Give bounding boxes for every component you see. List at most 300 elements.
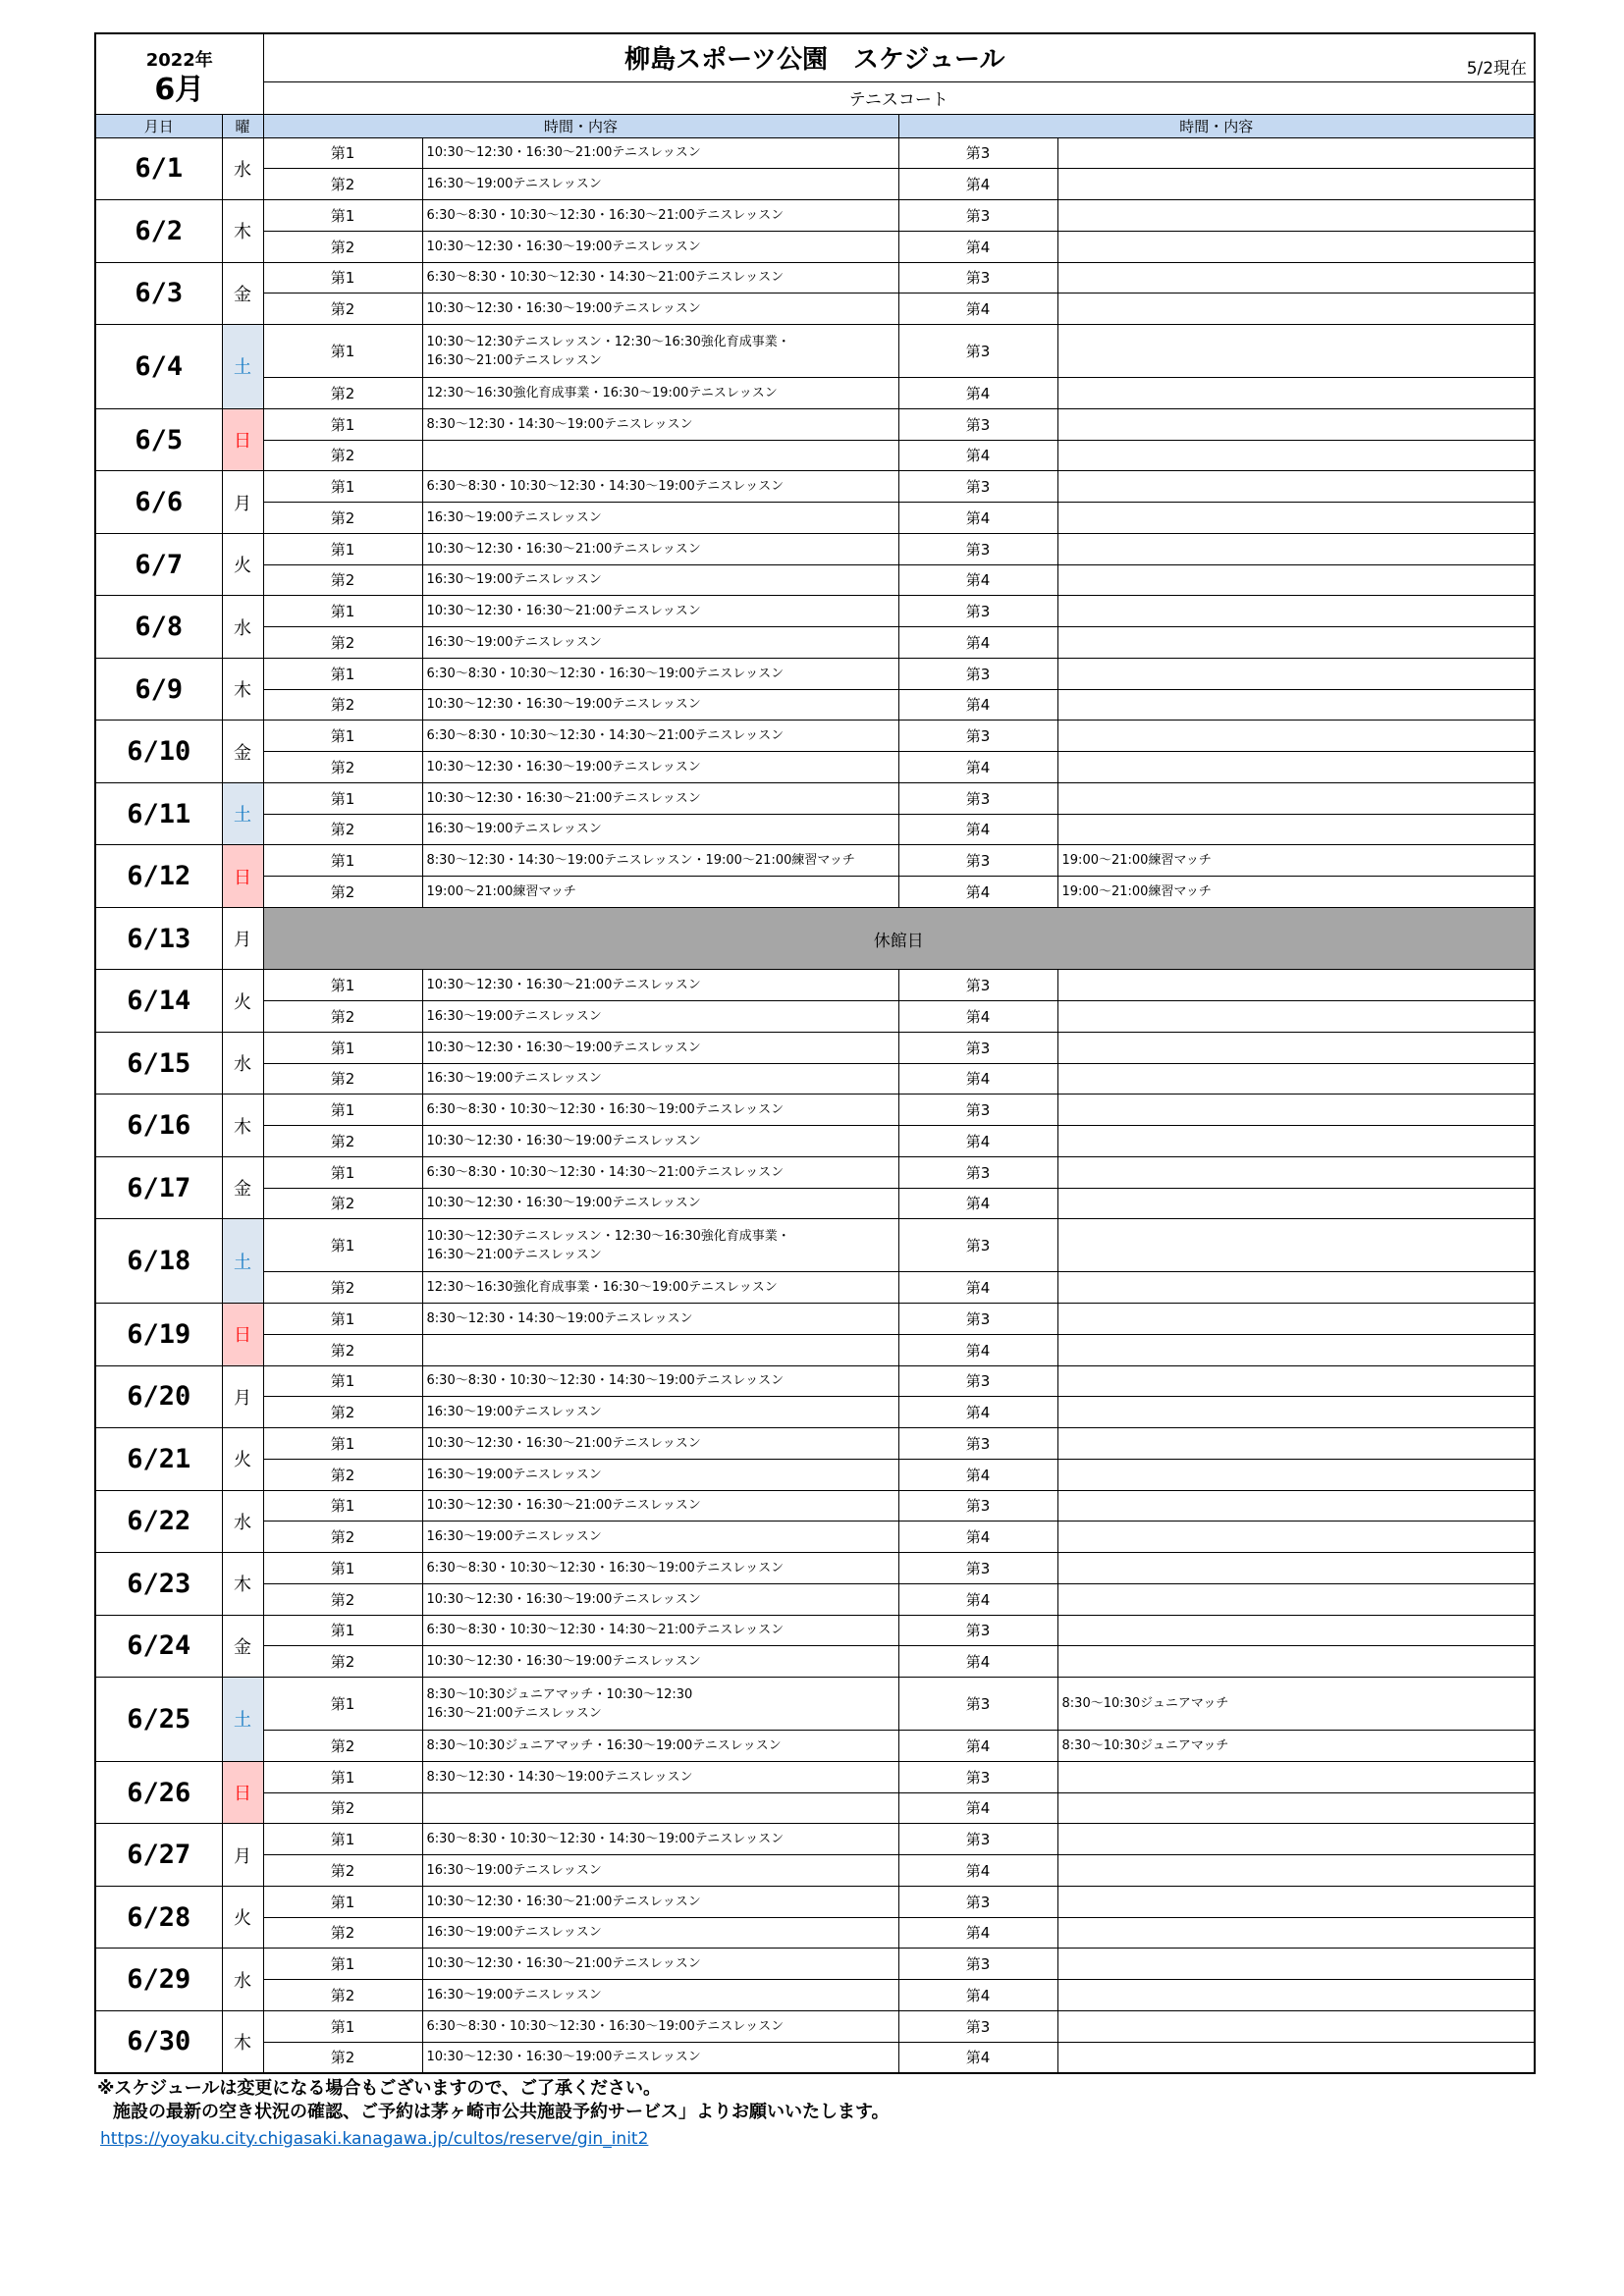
court-4-label: 第4: [898, 1792, 1057, 1824]
court-4-schedule: [1057, 814, 1535, 845]
court-1-schedule: 6:30〜8:30・10:30〜12:30・14:30〜19:00テニスレッスン: [422, 1824, 898, 1855]
day-row-second: [95, 1397, 1535, 1428]
court-4-label: 第4: [898, 294, 1057, 325]
court-4-label: 第4: [898, 1334, 1057, 1365]
court-1-schedule: 10:30〜12:30・16:30〜21:00テニスレッスン: [422, 533, 898, 564]
court-3-schedule: [1057, 721, 1535, 752]
day-row-second: [95, 2042, 1535, 2073]
date-cell: 6/6: [95, 471, 222, 534]
court-3-schedule: [1057, 1490, 1535, 1522]
date-cell: 6/12: [95, 845, 222, 908]
day-row-second: [95, 627, 1535, 659]
month-label: 6月: [154, 73, 205, 108]
court-2-label: 第2: [263, 169, 422, 200]
court-3-label: 第3: [898, 137, 1057, 169]
court-2-schedule: 10:30〜12:30・16:30〜19:00テニスレッスン: [422, 1646, 898, 1678]
date-cell: 6/23: [95, 1553, 222, 1616]
title-cell: [263, 33, 1535, 81]
day-row: [95, 1615, 1535, 1646]
weekday-cell: 水: [222, 596, 263, 659]
date-cell: 6/15: [95, 1032, 222, 1095]
court-3-label: 第3: [898, 782, 1057, 814]
court-3-schedule: [1057, 1428, 1535, 1460]
day-row: [95, 1032, 1535, 1063]
day-row-second: [95, 294, 1535, 325]
court-3-label: 第3: [898, 596, 1057, 627]
date-cell: 6/20: [95, 1365, 222, 1428]
year-label: 2022年: [145, 50, 213, 72]
court-4-label: 第4: [898, 231, 1057, 262]
date-cell: 6/30: [95, 2010, 222, 2073]
court-3-label: 第3: [898, 1428, 1057, 1460]
court-1-label: 第1: [263, 1219, 422, 1272]
day-row-second: [95, 1126, 1535, 1157]
court-4-label: 第4: [898, 627, 1057, 659]
court-3-schedule: [1057, 1095, 1535, 1126]
court-3-label: 第3: [898, 1949, 1057, 1980]
day-row-second: [95, 169, 1535, 200]
court-4-label: 第4: [898, 752, 1057, 783]
day-row: [95, 1761, 1535, 1792]
court-2-schedule: 10:30〜12:30・16:30〜19:00テニスレッスン: [422, 689, 898, 721]
court-2-schedule: 16:30〜19:00テニスレッスン: [422, 814, 898, 845]
date-cell: 6/17: [95, 1156, 222, 1219]
court-2-label: 第2: [263, 1188, 422, 1219]
court-2-label: 第2: [263, 1001, 422, 1033]
court-3-label: 第3: [898, 1824, 1057, 1855]
court-2-label: 第2: [263, 2042, 422, 2073]
date-cell: 6/21: [95, 1428, 222, 1491]
court-4-schedule: [1057, 2042, 1535, 2073]
day-row-second: [95, 1188, 1535, 1219]
court-2-schedule: 16:30〜19:00テニスレッスン: [422, 1063, 898, 1095]
court-3-schedule: [1057, 1156, 1535, 1188]
court-4-schedule: [1057, 627, 1535, 659]
court-3-label: 第3: [898, 2010, 1057, 2042]
weekday-cell: 火: [222, 1886, 263, 1949]
court-1-schedule: 6:30〜8:30・10:30〜12:30・16:30〜19:00テニスレッスン: [422, 2010, 898, 2042]
date-cell: 6/9: [95, 658, 222, 721]
court-3-schedule: [1057, 1949, 1535, 1980]
weekday-cell: 日: [222, 1304, 263, 1366]
court-2-label: 第2: [263, 1063, 422, 1095]
day-row-second: [95, 1522, 1535, 1553]
court-4-schedule: [1057, 564, 1535, 596]
court-2-schedule: 16:30〜19:00テニスレッスン: [422, 503, 898, 534]
court-1-schedule: 6:30〜8:30・10:30〜12:30・16:30〜19:00テニスレッスン: [422, 1553, 898, 1584]
court-4-schedule: 8:30〜10:30ジュニアマッチ: [1057, 1731, 1535, 1762]
court-1-label: 第1: [263, 471, 422, 503]
court-3-schedule: [1057, 262, 1535, 294]
court-2-label: 第2: [263, 378, 422, 409]
court-1-label: 第1: [263, 1095, 422, 1126]
court-3-schedule: [1057, 2010, 1535, 2042]
court-4-schedule: [1057, 1272, 1535, 1304]
court-2-label: 第2: [263, 1126, 422, 1157]
facility-row: [95, 81, 1535, 114]
court-1-label: 第1: [263, 721, 422, 752]
court-4-schedule: [1057, 1917, 1535, 1949]
court-2-schedule: [422, 1334, 898, 1365]
date-cell: 6/8: [95, 596, 222, 659]
day-row-second: [95, 1646, 1535, 1678]
court-2-label: 第2: [263, 1731, 422, 1762]
court-1-label: 第1: [263, 1949, 422, 1980]
day-row: [95, 1304, 1535, 1335]
court-1-schedule: 6:30〜8:30・10:30〜12:30・14:30〜21:00テニスレッスン: [422, 1156, 898, 1188]
as-of-date: 5/2現在: [1466, 58, 1528, 79]
court-1-schedule: 10:30〜12:30・16:30〜21:00テニスレッスン: [422, 782, 898, 814]
date-cell: 6/13: [95, 907, 222, 970]
court-2-label: 第2: [263, 1334, 422, 1365]
date-cell: 6/19: [95, 1304, 222, 1366]
day-row-second: [95, 1001, 1535, 1033]
court-1-schedule: 8:30〜12:30・14:30〜19:00テニスレッスン: [422, 1304, 898, 1335]
court-3-label: 第3: [898, 1553, 1057, 1584]
court-2-label: 第2: [263, 627, 422, 659]
court-1-label: 第1: [263, 1428, 422, 1460]
schedule-change-note: ※スケジュールは変更になる場合もございますので、ご了承ください。: [97, 2077, 662, 2099]
weekday-cell: 水: [222, 137, 263, 200]
court-4-schedule: [1057, 1459, 1535, 1490]
court-4-schedule: [1057, 231, 1535, 262]
court-1-schedule: 10:30〜12:30・16:30〜21:00テニスレッスン: [422, 1490, 898, 1522]
court-4-label: 第4: [898, 1188, 1057, 1219]
weekday-cell: 水: [222, 1949, 263, 2011]
court-3-schedule: [1057, 1886, 1535, 1917]
date-cell: 6/28: [95, 1886, 222, 1949]
court-3-label: 第3: [898, 1304, 1057, 1335]
day-row: [95, 1678, 1535, 1731]
day-row: [95, 471, 1535, 503]
day-row: [95, 1365, 1535, 1397]
court-3-schedule: [1057, 1824, 1535, 1855]
day-row-second: [95, 564, 1535, 596]
court-3-label: 第3: [898, 1156, 1057, 1188]
court-2-schedule: 12:30〜16:30強化育成事業・16:30〜19:00テニスレッスン: [422, 1272, 898, 1304]
court-2-label: 第2: [263, 1792, 422, 1824]
weekday-cell: 火: [222, 970, 263, 1033]
day-row: [95, 1219, 1535, 1272]
day-row: [95, 262, 1535, 294]
court-4-schedule: [1057, 1855, 1535, 1887]
day-row: [95, 782, 1535, 814]
court-1-schedule: 10:30〜12:30・16:30〜21:00テニスレッスン: [422, 1949, 898, 1980]
court-1-schedule: 6:30〜8:30・10:30〜12:30・14:30〜21:00テニスレッスン: [422, 1615, 898, 1646]
court-1-label: 第1: [263, 782, 422, 814]
weekday-cell: 火: [222, 533, 263, 596]
court-4-label: 第4: [898, 1126, 1057, 1157]
court-4-label: 第4: [898, 1646, 1057, 1678]
court-1-label: 第1: [263, 325, 422, 378]
day-row: [95, 1886, 1535, 1917]
court-1-schedule: 6:30〜8:30・10:30〜12:30・14:30〜21:00テニスレッスン: [422, 262, 898, 294]
year-month-cell: [95, 33, 263, 114]
court-3-schedule: [1057, 1304, 1535, 1335]
court-4-schedule: [1057, 1792, 1535, 1824]
date-cell: 6/2: [95, 200, 222, 263]
day-row: [95, 325, 1535, 378]
schedule-body: [95, 137, 1535, 2073]
court-2-label: 第2: [263, 231, 422, 262]
court-4-schedule: [1057, 1063, 1535, 1095]
weekday-cell: 金: [222, 262, 263, 325]
court-3-schedule: [1057, 408, 1535, 440]
court-2-label: 第2: [263, 1646, 422, 1678]
column-header-content-left: 時間・内容: [263, 114, 898, 137]
day-row: [95, 1490, 1535, 1522]
court-3-schedule: [1057, 533, 1535, 564]
court-4-label: 第4: [898, 1063, 1057, 1095]
court-1-label: 第1: [263, 1824, 422, 1855]
date-cell: 6/14: [95, 970, 222, 1033]
day-row: [95, 970, 1535, 1001]
day-row-second: [95, 1980, 1535, 2011]
court-2-label: 第2: [263, 503, 422, 534]
court-2-label: 第2: [263, 689, 422, 721]
court-2-schedule: 16:30〜19:00テニスレッスン: [422, 627, 898, 659]
court-4-schedule: [1057, 1522, 1535, 1553]
day-row: [95, 1824, 1535, 1855]
court-4-label: 第4: [898, 1855, 1057, 1887]
court-2-schedule: 8:30〜10:30ジュニアマッチ・16:30〜19:00テニスレッスン: [422, 1731, 898, 1762]
court-4-schedule: [1057, 378, 1535, 409]
court-4-label: 第4: [898, 1397, 1057, 1428]
date-cell: 6/5: [95, 408, 222, 471]
court-3-schedule: [1057, 471, 1535, 503]
day-row-second: [95, 814, 1535, 845]
court-3-label: 第3: [898, 1886, 1057, 1917]
court-2-schedule: 16:30〜19:00テニスレッスン: [422, 1855, 898, 1887]
court-1-label: 第1: [263, 845, 422, 877]
day-row-second: [95, 689, 1535, 721]
weekday-cell: 木: [222, 658, 263, 721]
court-2-label: 第2: [263, 440, 422, 471]
court-2-schedule: 10:30〜12:30・16:30〜19:00テニスレッスン: [422, 1583, 898, 1615]
day-row: [95, 907, 1535, 970]
court-3-schedule: [1057, 137, 1535, 169]
court-1-label: 第1: [263, 408, 422, 440]
schedule-table: [94, 32, 1536, 2074]
court-1-label: 第1: [263, 200, 422, 232]
court-3-schedule: [1057, 1032, 1535, 1063]
court-4-schedule: [1057, 1646, 1535, 1678]
court-4-label: 第4: [898, 503, 1057, 534]
weekday-cell: 木: [222, 1095, 263, 1157]
court-2-schedule: [422, 440, 898, 471]
court-2-label: 第2: [263, 294, 422, 325]
footer: [94, 2077, 1534, 2150]
column-header-content-right: 時間・内容: [898, 114, 1535, 137]
court-2-label: 第2: [263, 1980, 422, 2011]
court-1-label: 第1: [263, 137, 422, 169]
court-4-label: 第4: [898, 1583, 1057, 1615]
court-2-label: 第2: [263, 1583, 422, 1615]
court-1-label: 第1: [263, 658, 422, 689]
court-3-schedule: [1057, 1365, 1535, 1397]
day-row-second: [95, 1731, 1535, 1762]
weekday-cell: 日: [222, 845, 263, 908]
day-row-second: [95, 503, 1535, 534]
court-1-label: 第1: [263, 2010, 422, 2042]
court-3-label: 第3: [898, 1219, 1057, 1272]
facility-name: テニスコート: [263, 81, 1535, 114]
day-row: [95, 137, 1535, 169]
court-4-label: 第4: [898, 1272, 1057, 1304]
day-row-second: [95, 1917, 1535, 1949]
day-row: [95, 658, 1535, 689]
title-row: [95, 33, 1535, 81]
court-2-schedule: 10:30〜12:30・16:30〜19:00テニスレッスン: [422, 294, 898, 325]
day-row-second: [95, 1792, 1535, 1824]
court-4-schedule: [1057, 752, 1535, 783]
court-2-label: 第2: [263, 752, 422, 783]
court-4-label: 第4: [898, 1522, 1057, 1553]
court-2-schedule: 16:30〜19:00テニスレッスン: [422, 1522, 898, 1553]
weekday-cell: 土: [222, 325, 263, 409]
court-3-schedule: [1057, 1219, 1535, 1272]
weekday-cell: 土: [222, 1219, 263, 1304]
court-2-schedule: 16:30〜19:00テニスレッスン: [422, 1917, 898, 1949]
court-4-schedule: [1057, 294, 1535, 325]
court-4-schedule: [1057, 1334, 1535, 1365]
day-row-second: [95, 1063, 1535, 1095]
date-cell: 6/1: [95, 137, 222, 200]
court-3-label: 第3: [898, 471, 1057, 503]
court-3-label: 第3: [898, 325, 1057, 378]
date-cell: 6/7: [95, 533, 222, 596]
court-3-label: 第3: [898, 1678, 1057, 1731]
court-2-schedule: [422, 1792, 898, 1824]
court-2-label: 第2: [263, 564, 422, 596]
court-4-label: 第4: [898, 2042, 1057, 2073]
day-row-second: [95, 440, 1535, 471]
day-row: [95, 408, 1535, 440]
column-header-row: [95, 114, 1535, 137]
day-row-second: [95, 877, 1535, 908]
day-row: [95, 1428, 1535, 1460]
date-cell: 6/29: [95, 1949, 222, 2011]
court-3-label: 第3: [898, 533, 1057, 564]
court-3-schedule: [1057, 596, 1535, 627]
date-cell: 6/11: [95, 782, 222, 845]
court-1-schedule: 10:30〜12:30・16:30〜21:00テニスレッスン: [422, 1428, 898, 1460]
day-row-second: [95, 1459, 1535, 1490]
court-1-schedule: 10:30〜12:30テニスレッスン・12:30〜16:30強化育成事業・ 16:30〜21:00テニスレッスン: [422, 1219, 898, 1272]
court-3-schedule: [1057, 970, 1535, 1001]
reservation-link[interactable]: https://yoyaku.city.chigasaki.kanagawa.jp/cultos/reserve/gin_init2: [100, 2128, 649, 2149]
court-4-label: 第4: [898, 689, 1057, 721]
court-1-schedule: 6:30〜8:30・10:30〜12:30・16:30〜21:00テニスレッスン: [422, 200, 898, 232]
court-4-label: 第4: [898, 1731, 1057, 1762]
court-2-label: 第2: [263, 1855, 422, 1887]
court-2-schedule: 10:30〜12:30・16:30〜19:00テニスレッスン: [422, 1188, 898, 1219]
court-3-label: 第3: [898, 721, 1057, 752]
court-2-schedule: 16:30〜19:00テニスレッスン: [422, 1001, 898, 1033]
weekday-cell: 土: [222, 1678, 263, 1762]
court-2-schedule: 16:30〜19:00テニスレッスン: [422, 564, 898, 596]
court-1-label: 第1: [263, 1886, 422, 1917]
court-4-schedule: [1057, 1126, 1535, 1157]
court-1-label: 第1: [263, 1365, 422, 1397]
weekday-cell: 水: [222, 1032, 263, 1095]
court-1-schedule: 6:30〜8:30・10:30〜12:30・14:30〜21:00テニスレッスン: [422, 721, 898, 752]
column-header-date: 月日: [95, 114, 222, 137]
court-3-schedule: [1057, 325, 1535, 378]
court-3-label: 第3: [898, 970, 1057, 1001]
court-2-schedule: 10:30〜12:30・16:30〜19:00テニスレッスン: [422, 2042, 898, 2073]
court-1-label: 第1: [263, 533, 422, 564]
day-row: [95, 200, 1535, 232]
court-1-schedule: 10:30〜12:30・16:30〜21:00テニスレッスン: [422, 596, 898, 627]
day-row-second: [95, 1583, 1535, 1615]
court-4-label: 第4: [898, 877, 1057, 908]
day-row: [95, 845, 1535, 877]
reservation-note: 施設の最新の空き状況の確認、ご予約は茅ヶ崎市公共施設予約サービス」よりお願いいたします。: [113, 2101, 890, 2122]
court-3-label: 第3: [898, 1761, 1057, 1792]
day-row: [95, 1156, 1535, 1188]
court-2-schedule: 10:30〜12:30・16:30〜19:00テニスレッスン: [422, 1126, 898, 1157]
day-row-second: [95, 752, 1535, 783]
court-4-schedule: [1057, 1980, 1535, 2011]
court-1-label: 第1: [263, 1553, 422, 1584]
date-cell: 6/16: [95, 1095, 222, 1157]
court-1-label: 第1: [263, 1761, 422, 1792]
court-4-label: 第4: [898, 814, 1057, 845]
court-1-schedule: 8:30〜12:30・14:30〜19:00テニスレッスン: [422, 408, 898, 440]
day-row-second: [95, 231, 1535, 262]
weekday-cell: 金: [222, 721, 263, 783]
court-2-label: 第2: [263, 1459, 422, 1490]
court-3-label: 第3: [898, 200, 1057, 232]
court-3-label: 第3: [898, 845, 1057, 877]
court-1-schedule: 8:30〜12:30・14:30〜19:00テニスレッスン・19:00〜21:00練習マッチ: [422, 845, 898, 877]
court-4-schedule: [1057, 1188, 1535, 1219]
court-4-schedule: [1057, 169, 1535, 200]
court-4-label: 第4: [898, 1001, 1057, 1033]
weekday-cell: 木: [222, 1553, 263, 1616]
day-row: [95, 596, 1535, 627]
day-row: [95, 533, 1535, 564]
court-4-label: 第4: [898, 1980, 1057, 2011]
court-1-schedule: 8:30〜10:30ジュニアマッチ・10:30〜12:30 16:30〜21:00テニスレッスン: [422, 1678, 898, 1731]
court-4-schedule: [1057, 503, 1535, 534]
court-1-schedule: 6:30〜8:30・10:30〜12:30・14:30〜19:00テニスレッスン: [422, 471, 898, 503]
weekday-cell: 月: [222, 1824, 263, 1887]
court-2-label: 第2: [263, 1272, 422, 1304]
court-1-label: 第1: [263, 1490, 422, 1522]
court-1-schedule: 10:30〜12:30・16:30〜21:00テニスレッスン: [422, 1886, 898, 1917]
date-cell: 6/26: [95, 1761, 222, 1824]
day-row: [95, 1095, 1535, 1126]
date-cell: 6/3: [95, 262, 222, 325]
date-cell: 6/22: [95, 1490, 222, 1553]
court-2-schedule: 16:30〜19:00テニスレッスン: [422, 1459, 898, 1490]
court-4-schedule: [1057, 1583, 1535, 1615]
weekday-cell: 日: [222, 1761, 263, 1824]
weekday-cell: 日: [222, 408, 263, 471]
date-cell: 6/4: [95, 325, 222, 409]
court-3-schedule: [1057, 1553, 1535, 1584]
court-4-label: 第4: [898, 378, 1057, 409]
court-1-label: 第1: [263, 1032, 422, 1063]
weekday-cell: 木: [222, 200, 263, 263]
court-2-label: 第2: [263, 1397, 422, 1428]
weekday-cell: 木: [222, 2010, 263, 2073]
court-3-label: 第3: [898, 408, 1057, 440]
court-3-label: 第3: [898, 1490, 1057, 1522]
court-1-schedule: 10:30〜12:30・16:30〜21:00テニスレッスン: [422, 970, 898, 1001]
